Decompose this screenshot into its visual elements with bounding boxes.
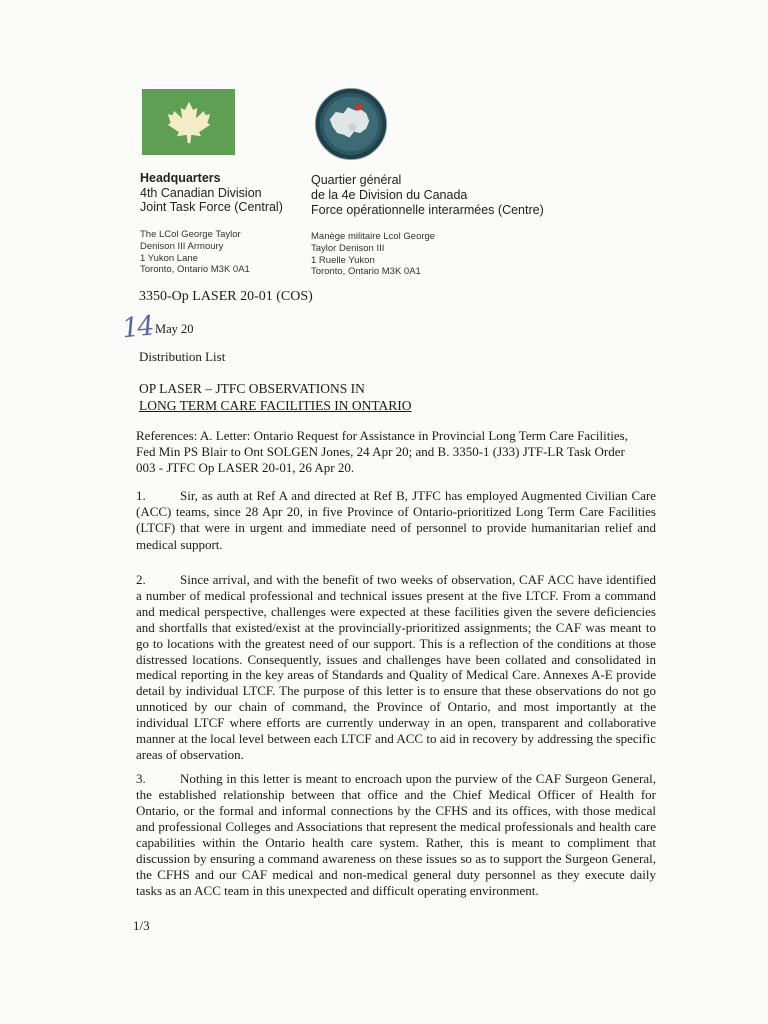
header-line: Joint Task Force (Central) [140,200,283,214]
header-line: 4th Canadian Division [140,185,262,200]
address-french [311,231,435,278]
paragraph-text: Nothing in this letter is meant to encroach upon the purview of the CAF Surgeon General, the established relationship between that office and the Chief Medical Officer of Health for Ontario, or the formal and informal connections by the CFHS and its offices, with those medical and professional Colleges and Associations that represent the medical professionals and health care capabilities within the Ontario health care system. Rather, this is meant to compliment that discussion by ensuring a command awareness on these issues so as to support the Surgeon General, the CFHS and our CAF medical and non-medical general duty personnel as they execute daily tasks as an ACC team in this unexpected and difficult operating environment. [136,771,656,898]
subject-line-underlined: LONG TERM CARE FACILITIES IN ONTARIO [139,398,412,413]
paragraph-number: 2. [136,572,146,587]
army-flag [142,89,235,155]
paragraph [136,488,656,553]
paragraph-text: Since arrival, and with the benefit of two weeks of observation, CAF ACC have identified a number of medical professional and technical issues present at the five LTCF. From a command and medical perspective, challenges were expected at these facilities given the severe deficiencies and shortfalls that existed/exist at the provincially-prioritized assignments; the CAF was meant to go to locations with the greatest need of our support. This is a reflection of the conditions at those distressed locations. Consequently, issues and challenges have been collated and consolidated in medical reporting in the key areas of Standards and Quality of Medical Care. Annexes A-E provide detail by individual LTCF. The purpose of this letter is to ensure that these observations do not go unnoticed by our chain of command, the Province of Ontario, and most importantly at the individual LTCF where efforts are currently underway in an open, transparent and collaborative manner at the local level between each LTCF and ACC to aid in recovery by addressing the specific areas of observation. [136,572,656,762]
subject [139,380,412,414]
address-line: The LCol George Taylor [140,229,241,240]
handwritten-day: 14 [120,310,154,345]
address-line: Toronto, Ontario M3K 0A1 [140,264,250,276]
letter-date: May 20 [155,322,194,336]
address-line: Manège militaire Lcol George [311,231,436,242]
header-line: de la 4e Division du Canada [311,188,468,202]
paragraph [136,771,656,899]
file-reference: 3350-Op LASER 20-01 (COS) [139,289,313,304]
maple-leaf-icon [166,99,212,145]
division-crest-icon [313,86,389,162]
page-number: 1/3 [133,918,150,933]
paragraph-number: 1. [136,488,146,503]
address-line: Taylor Denison III [311,242,385,254]
references: References: A. Letter: Ontario Request for Assistance in Provincial Long Term Care Facilities, Fed Min PS Blair to Ont SOLGEN Jones, 24 Apr 20; and B. 3350-1 (J33) JTF-LR Task Order 003 - JTFC Op LASER 20-01, 26 Apr 20. [136,428,628,476]
address-line: Toronto, Ontario M3K 0A1 [311,266,421,278]
paragraph-text: Sir, as auth at Ref A and directed at Ref B, JTFC has employed Augmented Civilian Care (ACC) teams, since 28 Apr 20, in five Province of Ontario-prioritized Long Term Care Facilities (LTCF) that were in urgent and immediate need of personnel to provide humanitarian relief and medical support. [136,488,656,552]
subject-line: OP LASER – JTFC OBSERVATIONS IN [139,381,365,396]
header-line: Quartier général [311,173,402,187]
addressee: Distribution List [139,349,226,364]
header-line: Headquarters [140,171,221,185]
address-line: 1 Ruelle Yukon [311,254,375,266]
address-line: Denison III Armoury [140,240,224,252]
division-crest [313,86,389,162]
paragraph-number: 3. [136,771,146,786]
header-line: Force opérationnelle interarmées (Centre) [311,203,544,217]
address-line: 1 Yukon Lane [140,252,198,264]
paragraph [136,572,656,763]
header-english [140,171,283,215]
address-english [140,229,250,276]
header-french [311,173,544,218]
